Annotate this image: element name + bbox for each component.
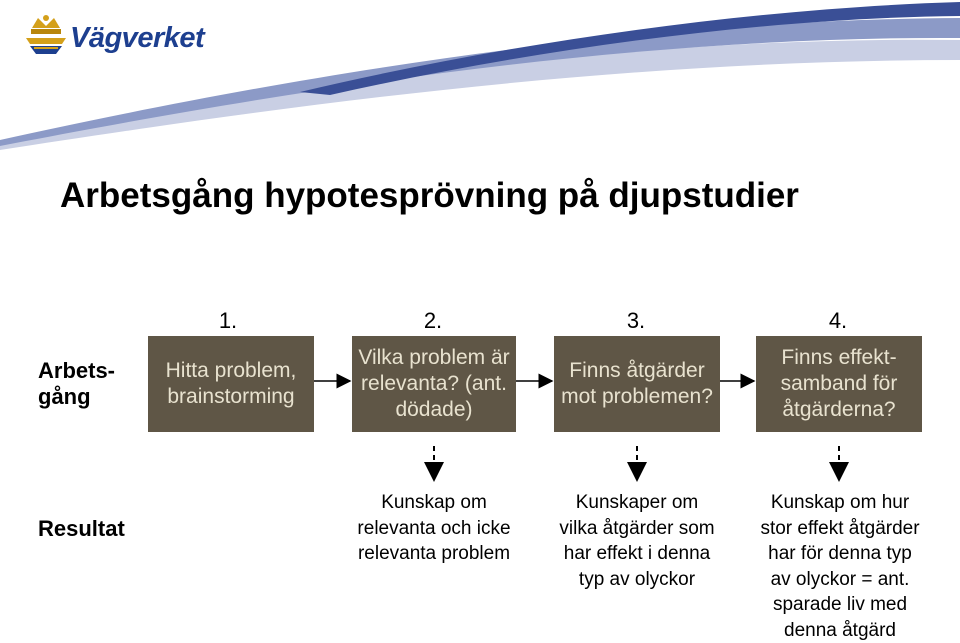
row-label-result: Resultat [38,516,125,541]
step-number-3: 3. [626,308,646,333]
result-text-4: Kunskap om hur stor effekt åtgärder har för denna typ av olyckor = ant. sparade liv med denna åtgärd [760,492,920,641]
page-title: Arbetsgång hypotesprövning på djupstudier [60,176,799,215]
step-text-2: Vilka problem är relevanta? (ant. dödade) [358,346,510,421]
step-number-2: 2. [423,308,443,333]
step-number-1: 1. [218,308,238,333]
result-text-3: Kunskaper om vilka åtgärder som har effekt i denna typ av olyckor [559,492,715,590]
result-text-2: Kunskap om relevanta och icke relevanta problem [357,492,511,564]
row-label-process: Arbets- gång [38,358,116,409]
step-text-1: Hitta problem, brainstorming [165,359,297,408]
step-number-4: 4. [828,308,848,333]
step-text-3: Finns åtgärder mot problemen? [561,359,713,408]
logo-text: Vägverket [70,22,205,54]
step-text-4: Finns effekt-samband för åtgärderna? [780,346,898,421]
